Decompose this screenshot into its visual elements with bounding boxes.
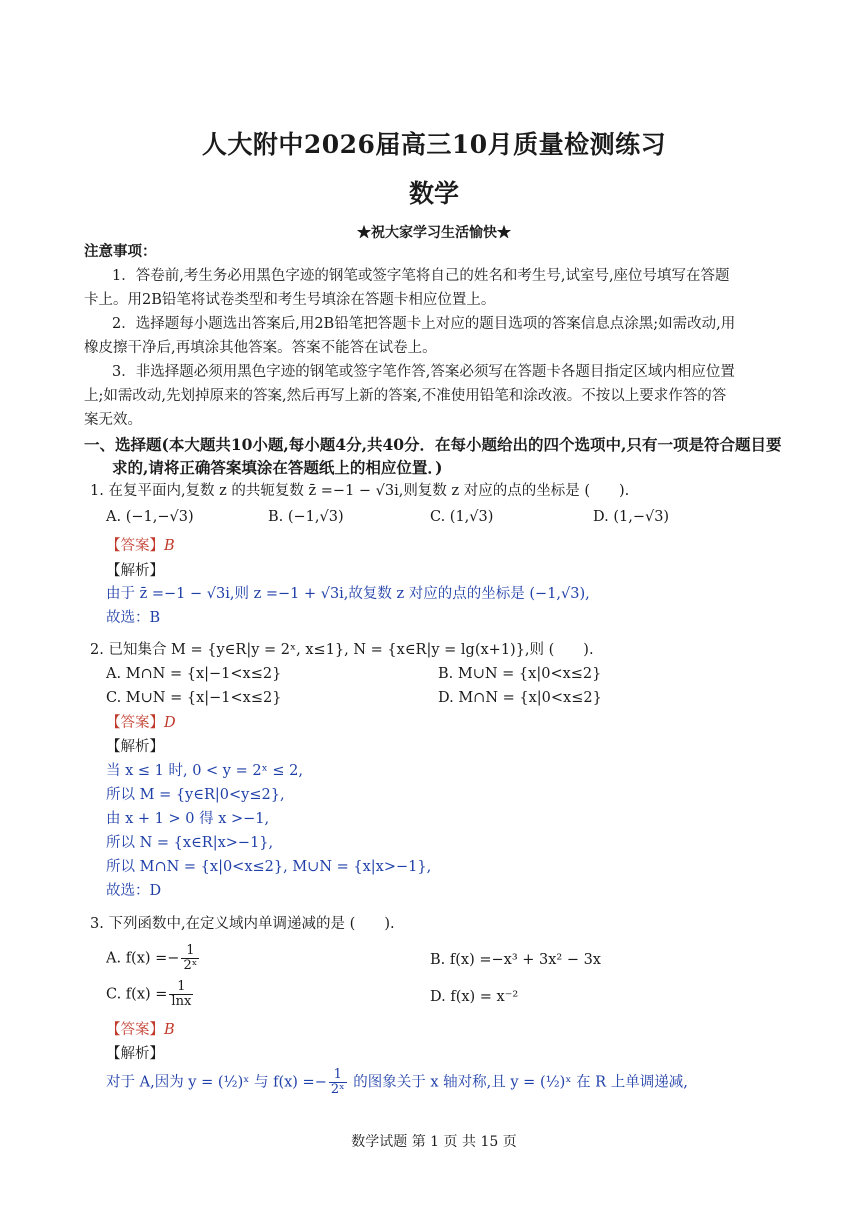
q1-analysis-label: 【解析】 — [106, 563, 164, 579]
denominator: lnx — [171, 994, 192, 1009]
question-1-stem: 1. 在复平面内,复数 z 的共轭复数 z̄ =−1 − √3i,则复数 z 对应的点的坐标是 ( ). — [90, 483, 630, 499]
section-heading-cont: 求的,请将正确答案填涂在答题纸上的相应位置．) — [112, 458, 443, 477]
q2-analysis-line: 当 x ≤ 1 时, 0 < y = 2ˣ ≤ 2, — [106, 763, 303, 779]
q3-analysis-label: 【解析】 — [106, 1046, 164, 1062]
fraction — [181, 944, 199, 973]
q3-option-d: D. f(x) = x⁻² — [430, 989, 519, 1005]
answer-value: B — [164, 538, 175, 554]
option-c-prefix: C. f(x) = — [106, 986, 168, 1003]
q2-analysis-line: 所以 N = {x∈R|x>−1}, — [106, 835, 274, 851]
q3-analysis-line — [106, 1068, 688, 1097]
notice-heading: 注意事项： — [84, 243, 157, 260]
motto: ★祝大家学习生活愉快★ — [357, 225, 511, 241]
question-2-stem: 2. 已知集合 M = {y∈R|y = 2ˣ, x≤1}, N = {x∈R|y = lg(x+1)},则 ( ). — [90, 642, 594, 658]
q2-analysis-line: 故选：D — [106, 883, 162, 899]
denominator: 2ˣ — [183, 958, 198, 973]
notice-line: 卡上。用2B铅笔将试卷类型和考生号填涂在答题卡相应位置上。 — [84, 292, 496, 308]
subject-title: 数学 — [408, 179, 459, 208]
q2-option-c: C. M∪N = {x|−1<x≤2} — [106, 690, 282, 706]
q3-option-c — [106, 980, 195, 1009]
q2-analysis-line: 所以 M∩N = {x|0<x≤2}, M∪N = {x|x>−1}, — [106, 859, 432, 875]
q1-analysis-line: 故选：B — [106, 610, 161, 626]
q1-option-b: B. (−1,√3) — [268, 509, 344, 525]
notice-line: 上;如需改动,先划掉原来的答案,然后再写上新的答案,不准使用铅笔和涂改液。不按以上要求作答的答 — [84, 388, 727, 404]
analysis-text: 对于 A,因为 y = — [106, 1074, 214, 1091]
q2-analysis-label: 【解析】 — [106, 739, 164, 755]
notice-line: 1．答卷前,考生务必用黑色字迹的钢笔或签字笔将自己的姓名和考生号,试室号,座位号填写在答题 — [112, 268, 730, 284]
fraction — [169, 980, 193, 1009]
q3-option-b: B. f(x) =−x³ + 3x² − 3x — [430, 952, 601, 968]
q3-option-a — [106, 944, 201, 973]
q2-analysis-line: 由 x + 1 > 0 得 x >−1, — [106, 811, 270, 827]
q1-option-c: C. (1,√3) — [430, 509, 494, 525]
answer-label: 【答案】 — [106, 715, 164, 731]
analysis-text: 与 f(x) =− — [253, 1074, 327, 1091]
q2-analysis-line: 所以 M = {y∈R|0<y≤2}, — [106, 787, 285, 803]
notice-line: 2．选择题每小题选出答案后,用2B铅笔把答题卡上对应的题目选项的答案信息点涂黑;如需改动,用 — [112, 316, 736, 332]
q1-analysis-line: 由于 z̄ =−1 − √3i,则 z =−1 + √3i,故复数 z 对应的点的坐标是 (−1,√3), — [106, 586, 590, 602]
notice-line: 3．非选择题必须用黑色字迹的钢笔或签字笔作答,答案必须写在答题卡各题目指定区域内相应位置 — [112, 364, 735, 380]
q2-option-a: A. M∩N = {x|−1<x≤2} — [106, 666, 282, 682]
notice-line: 橡皮擦干净后,再填涂其他答案。答案不能答在试卷上。 — [84, 340, 437, 356]
analysis-text: 在 R 上单调递减, — [576, 1074, 688, 1091]
half-power: (½)ˣ — [217, 1074, 250, 1091]
numerator: 1 — [329, 1068, 347, 1083]
answer-label: 【答案】 — [106, 538, 164, 554]
page-footer: 数学试题 第 1 页 共 15 页 — [351, 1134, 517, 1150]
q3-answer — [106, 1020, 175, 1040]
denominator: 2ˣ — [330, 1082, 345, 1097]
q2-option-d: D. M∩N = {x|0<x≤2} — [438, 690, 602, 706]
fraction — [329, 1068, 347, 1097]
q1-option-a: A. (−1,−√3) — [106, 509, 194, 525]
answer-value: D — [164, 715, 176, 731]
notice-line: 案无效。 — [84, 412, 142, 428]
option-a-prefix: A. f(x) =− — [106, 950, 180, 967]
question-3-stem: 3. 下列函数中,在定义域内单调递减的是 ( ). — [90, 916, 395, 932]
numerator: 1 — [169, 980, 193, 995]
page-title: 人大附中2026届高三10月质量检测练习 — [201, 130, 667, 159]
analysis-text: 的图象关于 x 轴对称,且 y = — [353, 1074, 536, 1091]
answer-value: B — [164, 1022, 175, 1038]
q2-answer — [106, 713, 176, 733]
half-power: (½)ˣ — [539, 1074, 572, 1091]
q2-option-b: B. M∪N = {x|0<x≤2} — [438, 666, 602, 682]
q1-answer — [106, 536, 175, 556]
answer-label: 【答案】 — [106, 1022, 164, 1038]
q1-option-d: D. (1,−√3) — [593, 509, 670, 525]
numerator: 1 — [181, 944, 199, 959]
section-heading: 一、选择题(本大题共10小题,每小题4分,共40分．在每小题给出的四个选项中,只有一项是符合题目要 — [84, 435, 782, 454]
